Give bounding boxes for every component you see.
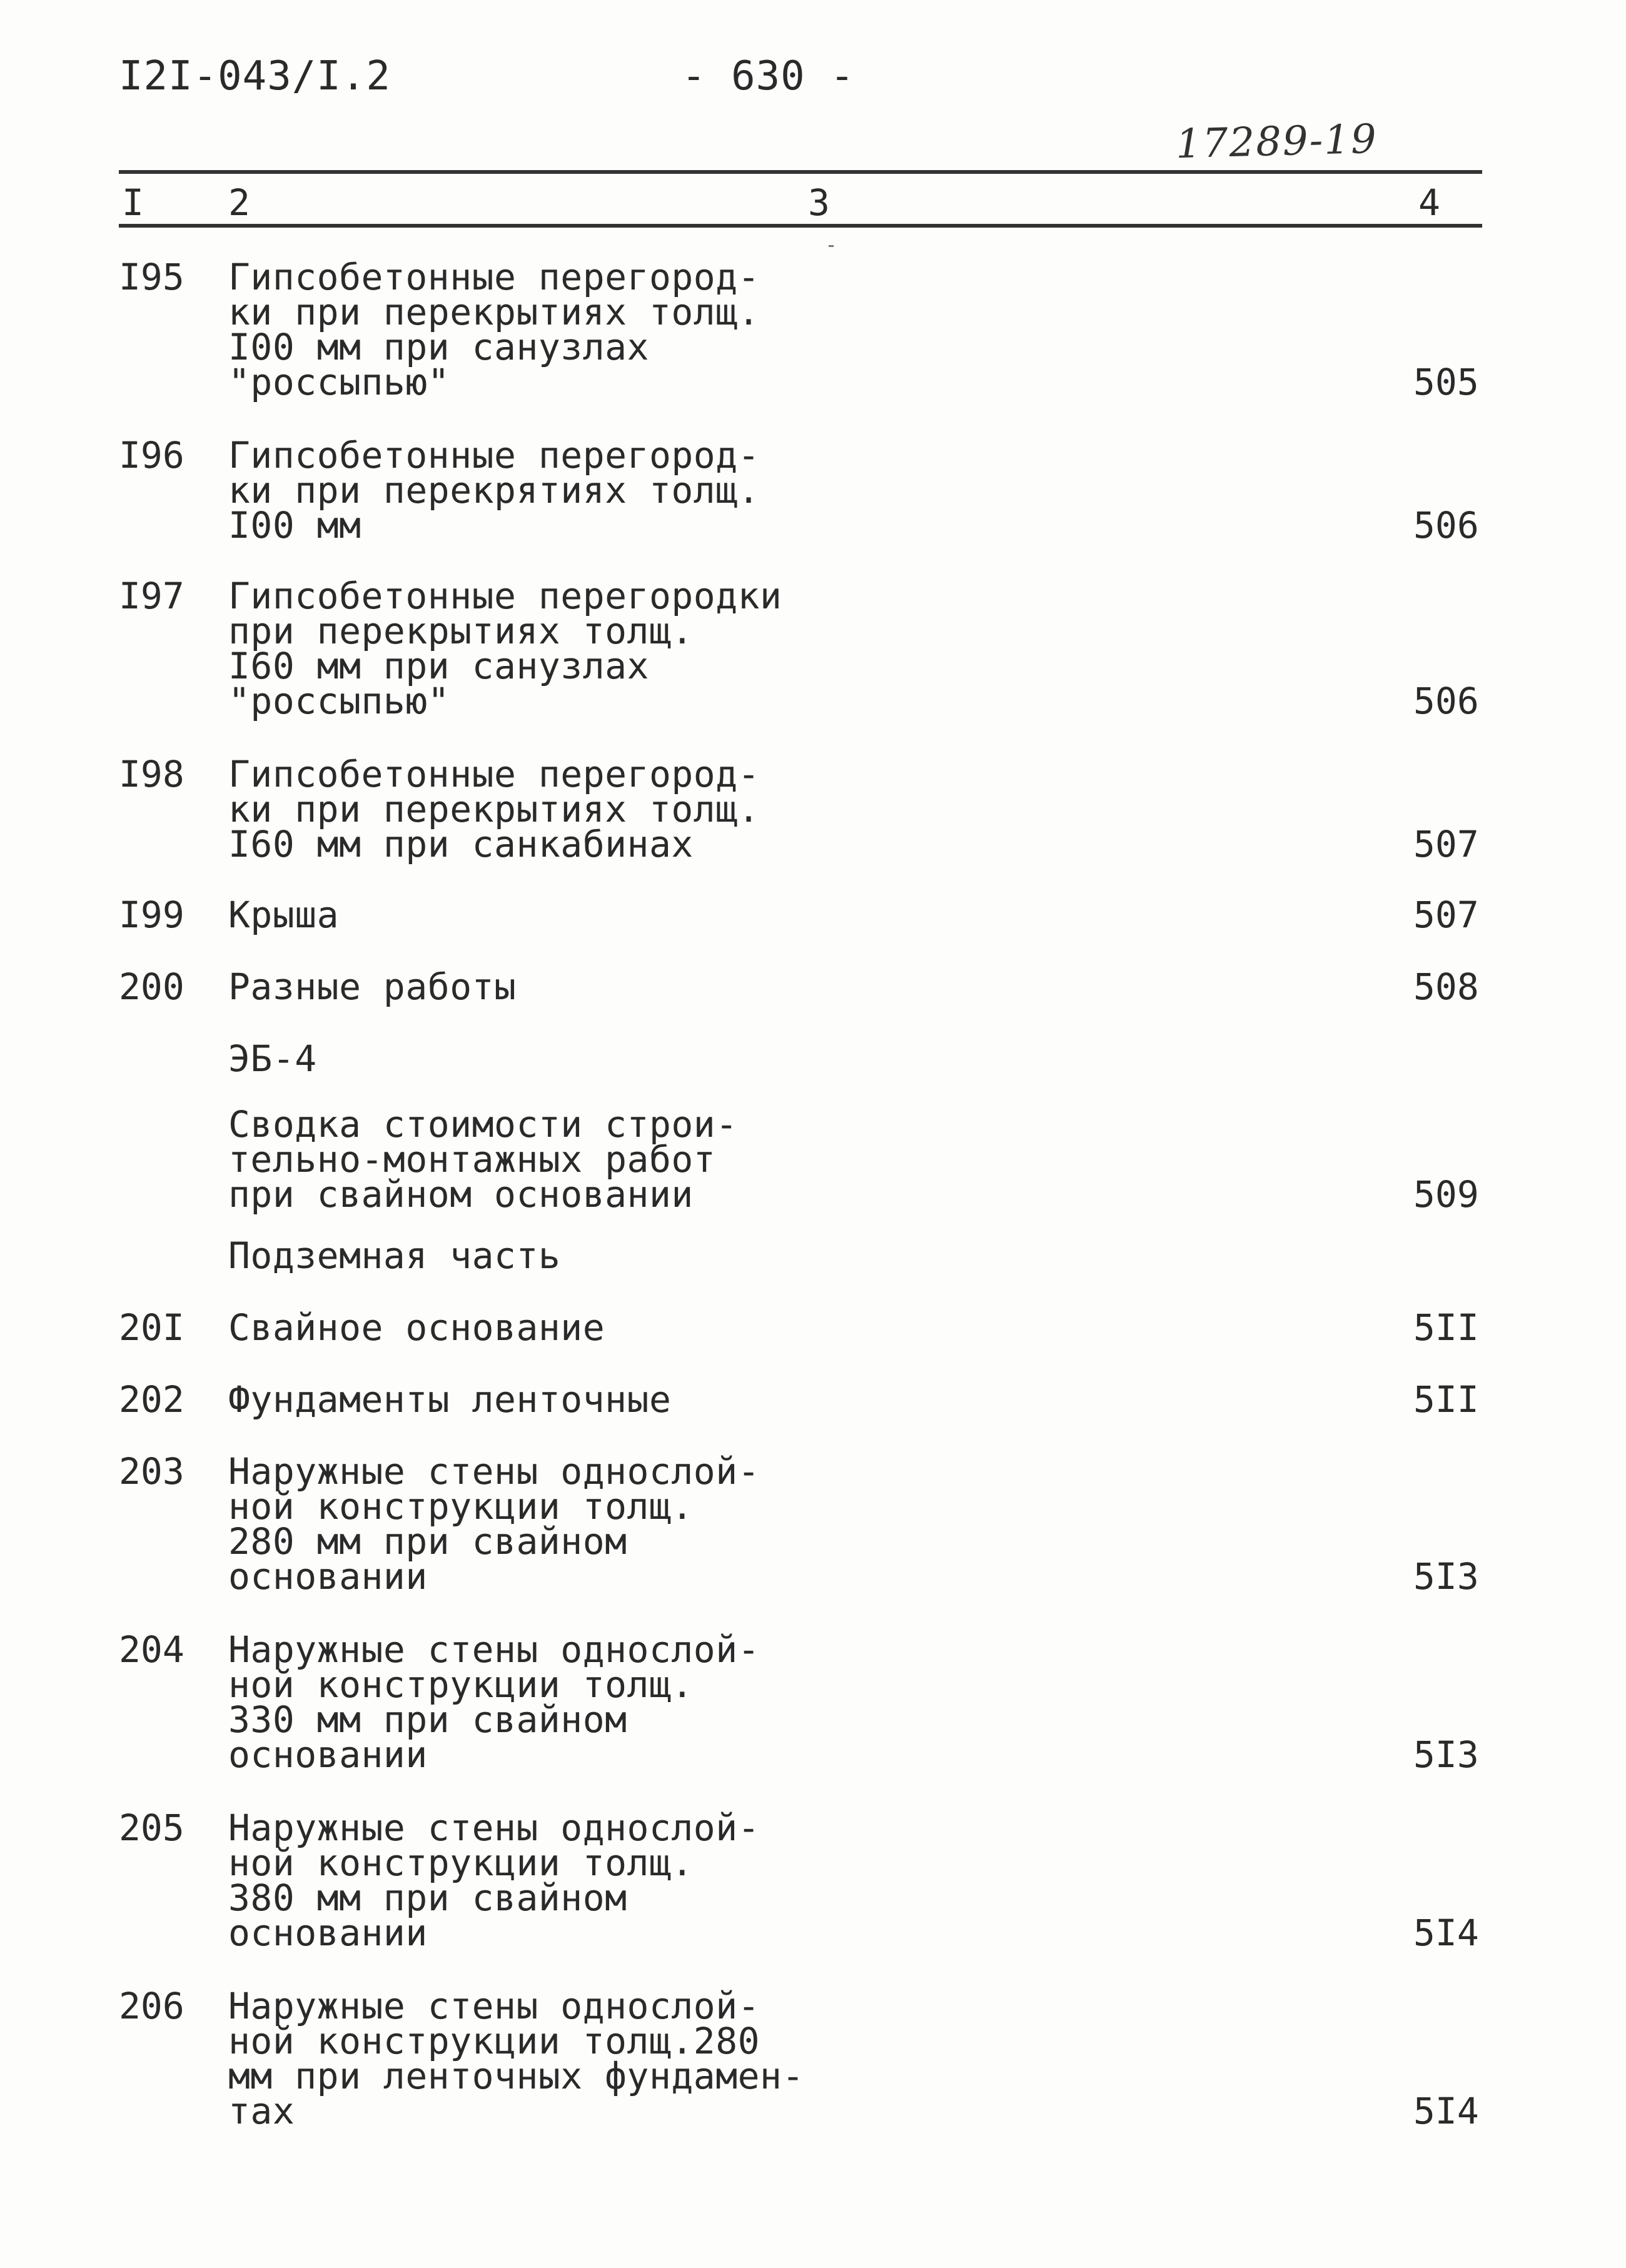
toc-entry-title-line: ки при перекрытиях толщ. — [228, 788, 760, 830]
toc-entry-title-line: 380 мм при свайном — [228, 1877, 627, 1919]
toc-entry-title-line: Наружные стены однослой- — [228, 1985, 760, 2027]
column-header-2: 2 — [228, 181, 250, 224]
toc-entry-title-line: основании — [228, 1555, 428, 1598]
column-header-3: 3 — [808, 181, 830, 224]
toc-entry-title — [228, 1807, 760, 1954]
toc-entry-title-line: ной конструкции толщ.280 — [228, 2020, 760, 2062]
toc-entry-title-line: I00 мм — [228, 504, 361, 547]
toc-entry-title-line: при перекрытиях толщ. — [228, 610, 694, 652]
toc-entry-number: I97 — [119, 575, 184, 617]
toc-entry-title-line: тельно-монтажных работ — [228, 1138, 716, 1181]
toc-entry-page: 507 — [1413, 823, 1479, 865]
toc-entry-title — [228, 256, 760, 403]
toc-entry-title-line: ЭБ-4 — [228, 1037, 317, 1080]
toc-entry-number: I96 — [119, 434, 184, 476]
toc-entry-number: 20I — [119, 1306, 184, 1349]
toc-entry-title — [228, 1306, 605, 1349]
toc-entry-title-line: мм при ленточных фундамен- — [228, 2055, 804, 2097]
column-header-4: 4 — [1418, 181, 1440, 224]
toc-entry-title — [228, 894, 340, 936]
toc-entry-page: 507 — [1413, 894, 1479, 936]
toc-entry-title-line: Сводка стоимости строи- — [228, 1103, 738, 1146]
toc-entry-title — [228, 434, 760, 547]
toc-entry-number: 206 — [119, 1985, 184, 2027]
toc-entry-title — [228, 753, 760, 865]
toc-entry-title — [228, 1985, 804, 2132]
toc-entry-page: 5II — [1413, 1378, 1479, 1421]
toc-entry-title-line: ной конструкции толщ. — [228, 1842, 694, 1884]
toc-entry-title-line: Разные работы — [228, 965, 517, 1008]
toc-entry-page: 5II — [1413, 1306, 1479, 1349]
toc-entry-page: 5I4 — [1413, 1912, 1479, 1954]
toc-entry-title-line: I00 мм при санузлах — [228, 326, 649, 368]
toc-entry-number: 202 — [119, 1378, 184, 1421]
toc-entry-title-line: ной конструкции толщ. — [228, 1663, 694, 1706]
toc-entry-number: 203 — [119, 1450, 184, 1493]
toc-entry-title-line: Фундаменты ленточные — [228, 1378, 672, 1421]
column-3-tick-mark — [829, 245, 834, 247]
toc-entry-title — [228, 575, 782, 722]
toc-entry-page: 5I4 — [1413, 2090, 1479, 2132]
toc-entry-title-line: "россыпью" — [228, 680, 450, 722]
toc-entry-title — [228, 1628, 760, 1776]
toc-entry-title-line: I60 мм при санузлах — [228, 645, 649, 687]
toc-entry-page: 5I3 — [1413, 1733, 1479, 1776]
toc-entry-title — [228, 1378, 672, 1421]
toc-entry-title — [228, 1037, 317, 1080]
toc-entry-title-line: Гипсобетонные перегород- — [228, 256, 760, 298]
toc-entry-title-line: Свайное основание — [228, 1306, 605, 1349]
toc-entry-title-line: основании — [228, 1733, 428, 1776]
toc-entry-title-line: тах — [228, 2090, 295, 2132]
toc-entry-title-line: 280 мм при свайном — [228, 1520, 627, 1563]
toc-entry-title — [228, 1234, 561, 1277]
toc-entry-title — [228, 1103, 738, 1216]
toc-entry-title-line: I60 мм при санкабинах — [228, 823, 694, 865]
toc-entry-number: I98 — [119, 753, 184, 795]
toc-entry-page: 5I3 — [1413, 1555, 1479, 1598]
toc-entry-number: 204 — [119, 1628, 184, 1671]
toc-entry-title — [228, 965, 517, 1008]
toc-entry-title-line: Гипсобетонные перегород- — [228, 434, 760, 476]
table-top-rule — [119, 170, 1482, 174]
page-number: - 630 - — [682, 53, 855, 99]
toc-entry-number: I95 — [119, 256, 184, 298]
table-header-rule — [119, 224, 1482, 228]
toc-entry-title-line: Гипсобетонные перегород- — [228, 753, 760, 795]
toc-entry-title-line: Наружные стены однослой- — [228, 1628, 760, 1671]
toc-entry-page: 505 — [1413, 361, 1479, 403]
toc-entry-title — [228, 1450, 760, 1598]
document-code: I2I-043/I.2 — [119, 53, 391, 99]
toc-entry-number: 205 — [119, 1807, 184, 1849]
toc-entry-number: I99 — [119, 894, 184, 936]
toc-entry-title-line: при свайном основании — [228, 1173, 694, 1216]
toc-entry-title-line: основании — [228, 1912, 428, 1954]
toc-entry-title-line: 330 мм при свайном — [228, 1698, 627, 1741]
toc-entry-page: 509 — [1413, 1173, 1479, 1216]
toc-entry-title-line: ки при перекрятиях толщ. — [228, 469, 760, 512]
handwritten-note: 17289-19 — [1175, 116, 1378, 168]
toc-entry-title-line: ки при перекрытиях толщ. — [228, 291, 760, 333]
toc-entry-page: 506 — [1413, 504, 1479, 547]
toc-entry-title-line: Наружные стены однослой- — [228, 1807, 760, 1849]
toc-entry-title-line: Гипсобетонные перегородки — [228, 575, 782, 617]
toc-entry-number: 200 — [119, 965, 184, 1008]
toc-entry-page: 506 — [1413, 680, 1479, 722]
toc-entry-title-line: Крыша — [228, 894, 340, 936]
toc-entry-title-line: "россыпью" — [228, 361, 450, 403]
toc-entry-page: 508 — [1413, 965, 1479, 1008]
toc-entry-title-line: ной конструкции толщ. — [228, 1485, 694, 1528]
toc-entry-title-line: Подземная часть — [228, 1234, 561, 1277]
toc-entry-title-line: Наружные стены однослой- — [228, 1450, 760, 1493]
column-header-1: I — [122, 181, 144, 224]
